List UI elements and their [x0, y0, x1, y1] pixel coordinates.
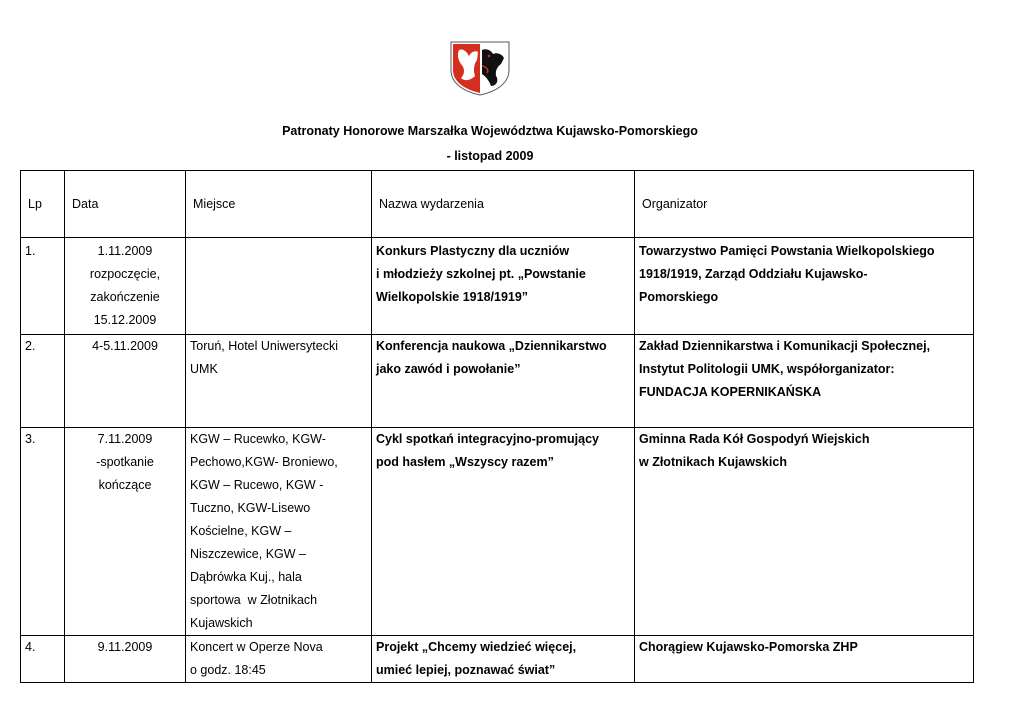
organizer-line: FUNDACJA KOPERNIKAŃSKA: [639, 385, 822, 399]
place-line: Toruń, Hotel Uniwersytecki: [190, 339, 338, 353]
table-header-row: [21, 171, 974, 238]
page-subtitle: - listopad 2009: [446, 149, 534, 163]
date-line: zakończenie: [90, 290, 160, 304]
date-line: rozpoczęcie,: [89, 267, 161, 281]
table-row: [21, 335, 974, 428]
place-line: Koncert w Operze Nova: [190, 640, 323, 654]
event-line: Projekt „Chcemy wiedzieć więcej,: [376, 640, 577, 654]
row-place: [186, 428, 372, 636]
row-organizer: [635, 636, 974, 683]
event-line: i młodzieży szkolnej pt. „Powstanie: [376, 267, 586, 281]
column-header-place: Miejsce: [186, 171, 372, 238]
organizer-line: Chorągiew Kujawsko-Pomorska ZHP: [639, 640, 858, 654]
event-line: Konkurs Plastyczny dla uczniów: [376, 244, 570, 258]
place-line: KGW – Rucewko, KGW-: [190, 432, 326, 446]
place-line: Dąbrówka Kuj., hala: [190, 570, 302, 584]
event-line: jako zawód i powołanie”: [376, 362, 521, 376]
organizer-line: Instytut Politologii UMK, współorganizator:: [639, 362, 895, 376]
organizer-line: w Złotnikach Kujawskich: [639, 455, 787, 469]
place-line: Pechowo,KGW- Broniewo,: [190, 455, 338, 469]
column-header-organizer: Organizator: [635, 171, 974, 238]
row-event: [372, 428, 635, 636]
row-date: [65, 335, 186, 428]
place-line: Niszczewice, KGW –: [190, 547, 306, 561]
events-table: [20, 170, 974, 683]
event-line: pod hasłem „Wszyscy razem”: [376, 455, 554, 469]
place-line: UMK: [190, 362, 218, 376]
place-line: Kościelne, KGW –: [190, 524, 292, 538]
row-date: [65, 636, 186, 683]
row-organizer: [635, 428, 974, 636]
date-line: 1.11.2009: [97, 244, 153, 258]
date-line: -spotkanie: [96, 455, 154, 469]
organizer-line: Gminna Rada Kół Gospodyń Wiejskich: [639, 432, 870, 446]
table-row: [21, 428, 974, 636]
row-number: 2.: [21, 335, 65, 428]
coat-of-arms-icon: [449, 40, 511, 96]
event-line: Wielkopolskie 1918/1919”: [376, 290, 529, 304]
event-line: umieć lepiej, poznawać świat”: [376, 663, 556, 677]
row-date: [65, 238, 186, 335]
date-line: 15.12.2009: [93, 313, 157, 327]
date-line: kończące: [98, 478, 152, 492]
row-organizer: [635, 335, 974, 428]
event-line: Cykl spotkań integracyjno-promujący: [376, 432, 599, 446]
row-place: [186, 238, 372, 335]
place-line: o godz. 18:45: [190, 663, 266, 677]
row-event: [372, 238, 635, 335]
date-line: 4-5.11.2009: [92, 339, 158, 353]
organizer-line: Zakład Dziennikarstwa i Komunikacji Społecznej,: [639, 339, 931, 353]
row-number: 3.: [21, 428, 65, 636]
place-line: Tuczno, KGW-Lisewo: [190, 501, 311, 515]
organizer-line: Pomorskiego: [639, 290, 719, 304]
organizer-line: Towarzystwo Pamięci Powstania Wielkopolskiego: [639, 244, 935, 258]
table-row: [21, 238, 974, 335]
table-row: [21, 636, 974, 683]
organizer-line: 1918/1919, Zarząd Oddziału Kujawsko-: [639, 267, 868, 281]
place-line: Kujawskich: [190, 616, 253, 630]
place-line: KGW – Rucewo, KGW -: [190, 478, 324, 492]
row-organizer: [635, 238, 974, 335]
column-header-lp: Lp: [21, 171, 65, 238]
event-line: Konferencja naukowa „Dziennikarstwo: [376, 339, 607, 353]
row-place: [186, 636, 372, 683]
row-event: [372, 636, 635, 683]
row-number: 4.: [21, 636, 65, 683]
page-title: Patronaty Honorowe Marszałka Województwa Kujawsko-Pomorskiego: [282, 124, 698, 138]
row-number: 1.: [21, 238, 65, 335]
date-line: 9.11.2009: [97, 640, 153, 654]
place-line: sportowa w Złotnikach: [190, 593, 318, 607]
row-place: [186, 335, 372, 428]
date-line: 7.11.2009: [97, 432, 153, 446]
column-header-event: Nazwa wydarzenia: [372, 171, 635, 238]
column-header-date: Data: [65, 171, 186, 238]
row-date: [65, 428, 186, 636]
row-event: [372, 335, 635, 428]
